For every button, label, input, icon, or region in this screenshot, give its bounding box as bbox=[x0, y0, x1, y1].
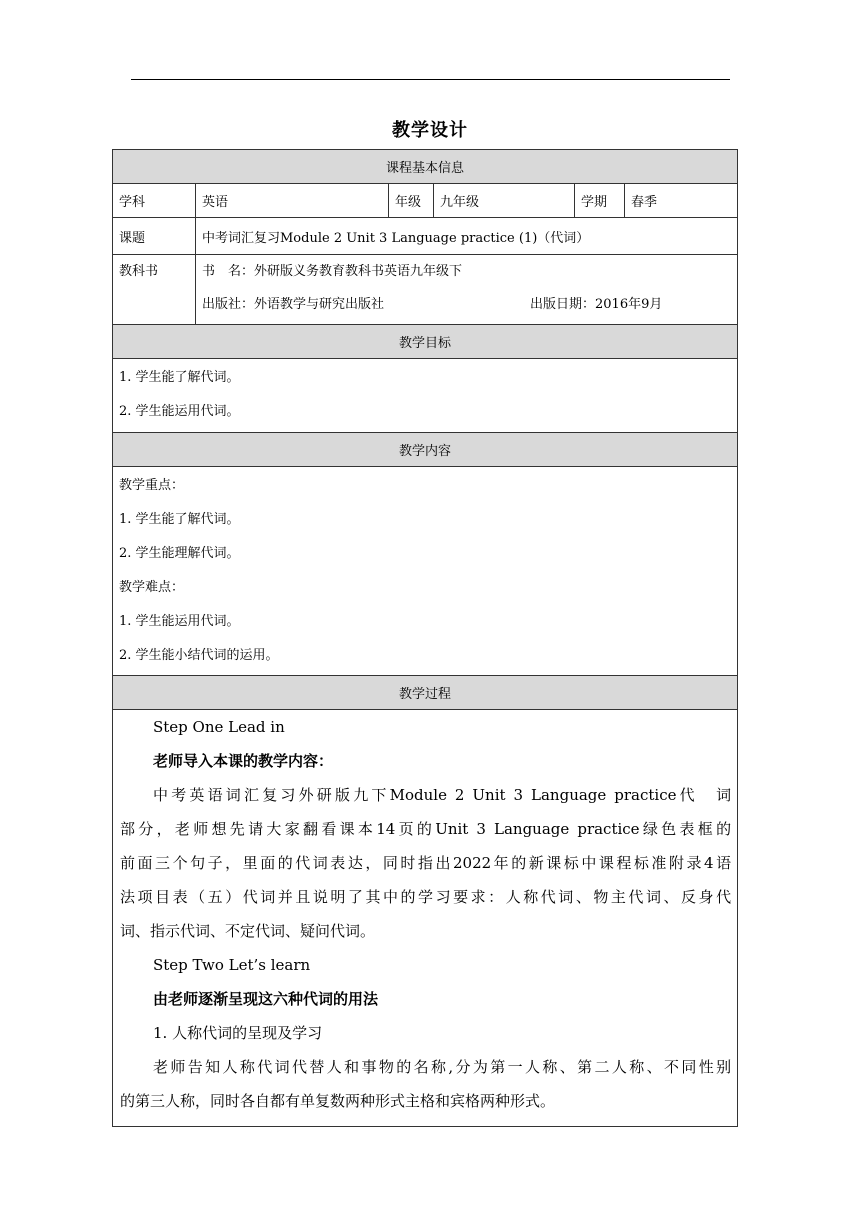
paragraph-line: 老师告知人称代词代替人和事物的名称,分为第一人称、第二人称、不同性别 bbox=[153, 1058, 732, 1076]
item-personal-pronouns: 1. 人称代词的呈现及学习 bbox=[153, 1024, 323, 1042]
content-row bbox=[113, 467, 738, 676]
lesson-design-table bbox=[112, 149, 738, 1127]
lesson-value: 中考词汇复习Module 2 Unit 3 Language practice (1)（代词） bbox=[196, 218, 738, 255]
difficult-points-label: 教学难点： bbox=[119, 580, 185, 595]
step-one-title: Step One Lead in bbox=[153, 718, 285, 736]
paragraph-line: 的第三人称，同时各自都有单复数两种形式主格和宾格两种形式。 bbox=[120, 1092, 556, 1110]
paragraph-line: 法项目表（五）代词并且说明了其中的学习要求：人称代词、物主代词、反身代 bbox=[120, 888, 732, 906]
book-name: 书 名：外研版义务教育教科书英语九年级下 bbox=[202, 264, 463, 279]
paragraph-line: 部分，老师想先请大家翻看课本14页的Unit 3 Language practice绿色表框的 bbox=[120, 820, 732, 838]
key-points-label: 教学重点： bbox=[119, 478, 185, 493]
list-item: 1. 学生能了解代词。 bbox=[119, 370, 240, 385]
objectives-list bbox=[113, 359, 738, 433]
grade-value: 九年级 bbox=[434, 184, 575, 218]
section-title: 教学内容 bbox=[113, 433, 738, 467]
step-two-title: Step Two Let’s learn bbox=[153, 956, 311, 974]
textbook-label: 教科书 bbox=[113, 255, 196, 325]
process-row bbox=[113, 710, 738, 1127]
header-rule bbox=[131, 79, 730, 80]
list-item: 2. 学生能小结代词的运用。 bbox=[119, 648, 279, 663]
textbook-details bbox=[196, 255, 738, 325]
paragraph-line: 前面三个句子，里面的代词表达，同时指出2022年的新课标中课程标准附录4语 bbox=[120, 854, 732, 872]
lesson-row bbox=[113, 218, 738, 255]
section-title: 课程基本信息 bbox=[113, 150, 738, 184]
term-value: 春季 bbox=[625, 184, 738, 218]
list-item: 2. 学生能运用代词。 bbox=[119, 404, 240, 419]
lesson-label: 课题 bbox=[113, 218, 196, 255]
step-one-heading: 老师导入本课的教学内容： bbox=[153, 752, 334, 770]
section-objectives bbox=[113, 325, 738, 359]
section-basic-info bbox=[113, 150, 738, 184]
subject-label: 学科 bbox=[113, 184, 196, 218]
subject-value: 英语 bbox=[196, 184, 389, 218]
textbook-row bbox=[113, 255, 738, 325]
section-title: 教学目标 bbox=[113, 325, 738, 359]
paragraph-line: 中考英语词汇复习外研版九下Module 2 Unit 3 Language practice代 词 bbox=[153, 786, 732, 804]
step-two-heading: 由老师逐渐呈现这六种代词的用法 bbox=[153, 990, 379, 1008]
process-body bbox=[113, 710, 738, 1127]
objectives-row bbox=[113, 359, 738, 433]
term-label: 学期 bbox=[575, 184, 625, 218]
section-title: 教学过程 bbox=[113, 676, 738, 710]
publisher-line bbox=[202, 288, 731, 321]
list-item: 1. 学生能了解代词。 bbox=[119, 512, 240, 527]
content-list bbox=[113, 467, 738, 676]
list-item: 2. 学生能理解代词。 bbox=[119, 546, 240, 561]
info-row bbox=[113, 184, 738, 218]
paragraph-line: 词、指示代词、不定代词、疑问代词。 bbox=[120, 922, 376, 940]
publication-date: 出版日期：2016年9月 bbox=[530, 297, 663, 312]
document-title: 教学设计 bbox=[392, 120, 468, 141]
section-process bbox=[113, 676, 738, 710]
section-content bbox=[113, 433, 738, 467]
grade-label: 年级 bbox=[389, 184, 434, 218]
publisher: 出版社：外语教学与研究出版社 bbox=[202, 297, 385, 312]
list-item: 1. 学生能运用代词。 bbox=[119, 614, 240, 629]
